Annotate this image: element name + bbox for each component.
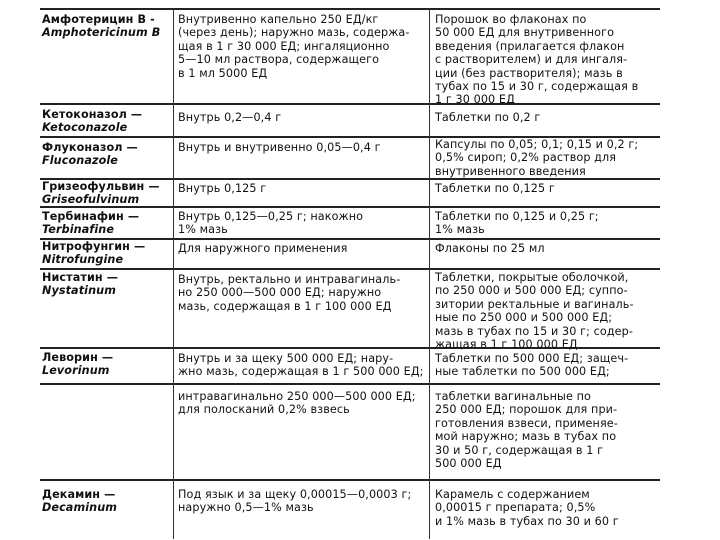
- dosage-line: Под язык и за щеку 0,00015—0,0003 г;: [178, 488, 412, 501]
- drug-name-ru: Нистатин —: [42, 271, 119, 284]
- drug-name-la: Ketoconazole: [42, 121, 128, 135]
- form-line: 0,00015 г препарата; 0,5%: [435, 501, 596, 515]
- drug-name-cell: [42, 180, 160, 207]
- drug-name-ru: Амфотерицин В -: [42, 13, 155, 26]
- form-line: жащая в 1 г 100 000 ЕД: [435, 338, 578, 352]
- form-line: готовления взвеси, применяе-: [435, 416, 618, 430]
- form-line: 30 и 50 г, содержащая в 1 г: [435, 443, 604, 457]
- form-line: Таблетки по 0,125 г: [435, 182, 555, 195]
- form-line: 1 г 30 000 ЕД: [435, 93, 515, 107]
- dosage-line: но 250 000—500 000 ЕД; наружно: [178, 286, 382, 300]
- form-line: мой наружно; мазь в тубах по: [435, 430, 617, 444]
- drug-name-la: Fluconazole: [42, 154, 118, 168]
- form-line: тубах по 15 и 30 г, содержащая в: [435, 80, 639, 94]
- drug-name-la: Griseofulvinum: [42, 193, 140, 207]
- drug-name-la: Decaminum: [42, 501, 118, 515]
- form-line: ные таблетки по 500 000 ЕД;: [435, 365, 610, 379]
- form-line: ции (без растворителя); мазь в: [435, 66, 623, 80]
- dosage-line: Внутрь и за щеку 500 000 ЕД; нару-: [178, 352, 394, 365]
- form-line: 250 000 ЕД; порошок для при-: [435, 403, 618, 417]
- dosage-cell: [178, 210, 363, 237]
- form-cell: [435, 138, 638, 178]
- form-line: Таблетки по 0,2 г: [435, 111, 541, 124]
- drug-name-la: Amphotericinum B: [42, 26, 161, 40]
- drug-name-ru: Флуконазол —: [42, 141, 138, 154]
- form-cell: [435, 390, 618, 470]
- form-line: мазь в тубах по 15 и 30 г; содер-: [435, 324, 633, 338]
- form-line: с растворителем) и для ингаля-: [435, 53, 628, 67]
- dosage-line: Внутрь 0,125—0,25 г; накожно: [178, 210, 364, 223]
- dosage-line: Внутрь и внутривенно 0,05—0,4 г: [178, 141, 381, 154]
- dosage-cell: [178, 111, 281, 124]
- form-line: Карамель с содержанием: [435, 488, 590, 501]
- dosage-cell: [178, 13, 410, 80]
- form-cell: [435, 242, 545, 255]
- drug-name-cell: [42, 271, 118, 298]
- form-line: 0,5% сироп; 0,2% раствор для: [435, 151, 617, 165]
- dosage-line: (через день); наружно мазь, содержа-: [178, 26, 410, 40]
- dosage-line: жно мазь, содержащая в 1 г 500 000 ЕД;: [178, 365, 424, 379]
- drug-name-cell: [42, 351, 113, 378]
- drug-name-cell: [42, 108, 142, 135]
- drug-name-ru: Тербинафин —: [42, 210, 140, 223]
- form-line: Таблетки по 0,125 и 0,25 г;: [435, 210, 599, 223]
- form-line: 500 000 ЕД: [435, 457, 502, 471]
- dosage-line: в 1 мл 5000 ЕД: [178, 66, 268, 80]
- dosage-line: мазь, содержащая в 1 г 100 000 ЕД: [178, 299, 392, 313]
- form-line: введения (прилагается флакон: [435, 39, 625, 53]
- form-line: Флаконы по 25 мл: [435, 242, 545, 255]
- drug-name-ru: Гризеофульвин —: [42, 180, 160, 193]
- form-line: Таблетки по 500 000 ЕД; защеч-: [435, 352, 629, 365]
- dosage-line: Внутрь, ректально и интравагиналь-: [178, 273, 401, 286]
- drug-name-la: Nystatinum: [42, 284, 116, 298]
- form-cell: [435, 210, 599, 237]
- col-rule-2: [429, 8, 430, 539]
- form-line: 1% мазь: [435, 223, 485, 237]
- row-rule-6: [40, 268, 660, 270]
- drug-name-cell: [42, 240, 145, 267]
- form-line: 50 000 ЕД для внутривенного: [435, 26, 615, 40]
- dosage-line: 5—10 мл раствора, содержащего: [178, 53, 380, 67]
- dosage-line: наружно 0,5—1% мазь: [178, 501, 314, 515]
- dosage-cell: [178, 182, 266, 195]
- dosage-line: интравагинально 250 000—500 000 ЕД;: [178, 390, 416, 403]
- dosage-line: щая в 1 г 30 000 ЕД; ингаляционно: [178, 39, 390, 53]
- dosage-line: 1% мазь: [178, 223, 228, 237]
- form-line: ные по 250 000 и 500 000 ЕД;: [435, 311, 613, 325]
- form-cell: [435, 488, 619, 528]
- dosage-cell: [178, 273, 400, 313]
- dosage-cell: [178, 488, 411, 515]
- dosage-cell: [178, 141, 381, 154]
- form-line: Порошок во флаконах по: [435, 13, 587, 26]
- dosage-line: для полосканий 0,2% взвесь: [178, 403, 350, 417]
- dosage-line: Внутривенно капельно 250 ЕД/кг: [178, 13, 379, 26]
- drug-name-cell: [42, 210, 139, 237]
- row-rule-8: [40, 383, 660, 385]
- form-cell: [435, 271, 634, 351]
- row-rule-9: [40, 479, 660, 481]
- form-line: по 250 000 и 500 000 ЕД; суппо-: [435, 284, 628, 298]
- drug-name-ru: Леворин —: [42, 351, 114, 364]
- form-cell: [435, 182, 555, 195]
- drug-name-cell: [42, 13, 160, 40]
- form-cell: [435, 13, 638, 107]
- dosage-cell: [178, 352, 424, 379]
- form-line: Капсулы по 0,05; 0,1; 0,15 и 0,2 г;: [435, 138, 639, 151]
- drug-name-cell: [42, 488, 117, 515]
- dosage-line: Внутрь 0,125 г: [178, 182, 267, 195]
- drug-name-la: Levorinum: [42, 364, 110, 378]
- col-rule-1: [173, 8, 174, 539]
- drug-name-la: Terbinafine: [42, 223, 115, 237]
- drug-name-cell: [42, 141, 138, 168]
- dosage-cell: [178, 390, 416, 417]
- dosage-line: Для наружного применения: [178, 242, 348, 255]
- drug-name-ru: Кетоконазол —: [42, 108, 143, 121]
- form-line: зитории ректальные и вагиналь-: [435, 297, 634, 311]
- table-top-rule: [40, 8, 660, 10]
- drug-name-ru: Декамин —: [42, 488, 116, 501]
- form-cell: [435, 352, 628, 379]
- drug-name-la: Nitrofungine: [42, 253, 124, 267]
- form-line: Таблетки, покрытые оболочкой,: [435, 271, 629, 284]
- form-cell: [435, 111, 540, 124]
- form-line: и 1% мазь в тубах по 30 и 60 г: [435, 514, 619, 528]
- form-line: внутривенного введения: [435, 164, 586, 178]
- form-line: таблетки вагинальные по: [435, 390, 591, 403]
- dosage-cell: [178, 242, 348, 255]
- dosage-line: Внутрь 0,2—0,4 г: [178, 111, 282, 124]
- drug-name-ru: Нитрофунгин —: [42, 240, 146, 253]
